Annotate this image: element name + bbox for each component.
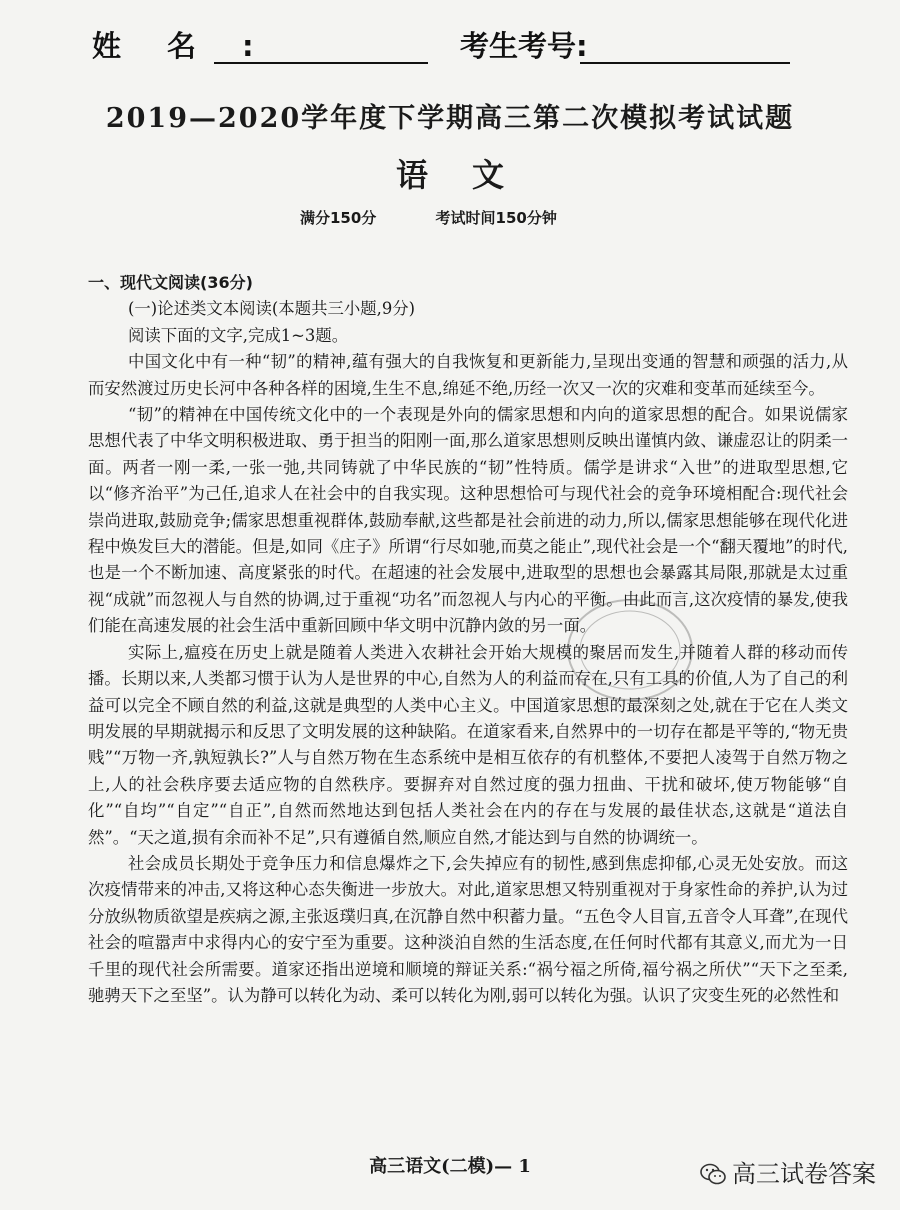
passage-paragraph: 实际上,瘟疫在历史上就是随着人类进入农耕社会开始大规模的聚居而发生,并随着人群的移动而传播。长期以来,人类都习惯于认为人是世界的中心,自然为人的利益而存在,只有工具的价值,人为了自己的利益可以完全不顾自然的利益,这就是典型的人类中心主义。中国道家思想的最深刻之处,就在于它在人类文明发展的早期就揭示和反思了文明发展的这种缺陷。在道家看来,自然界中的一切存在都是平等的,“物无贵贱”“万物一齐,孰短孰长?”人与自然万物在生态系统中是相互依存的有机整体,不要把人凌驾于自然万物之上,人的社会秩序要去适应物的自然秩序。要摒弃对自然过度的强力扭曲、干扰和破坏,使万物能够“自化”“自均”“自定”“自正”,自然而然地达到包括人类社会在内的存在与发展的最佳状态,这就是“道法自然”。“天之道,损有余而补不足”,只有遵循自然,顺应自然,才能达到与自然的协调统一。 (88, 642, 848, 847)
name-label: 姓名: (92, 29, 300, 63)
section-heading: 一、现代文阅读(36分) (88, 273, 253, 292)
passage-paragraph: 中国文化中有一种“韧”的精神,蕴有强大的自我恢复和更新能力,呈现出变通的智慧和顽强的活力,从而安然渡过历史长河中各种各样的困境,生生不息,绵延不绝,历经一次又一次的灾难和变革而延续至今。 (88, 352, 848, 398)
exam-id-label: 考生考号: (460, 29, 588, 63)
stamp-seal-icon (560, 590, 700, 710)
section-subheading: (一)论述类文本阅读(本题共三小题,9分) (128, 299, 416, 319)
wechat-icon (700, 1163, 726, 1185)
candidate-info-row (92, 24, 840, 68)
exam-info (300, 207, 557, 228)
name-input-line[interactable] (214, 62, 428, 64)
reading-section (88, 270, 848, 1009)
page-footer: 高三语文(二模)— 1 (369, 1156, 531, 1177)
exam-title: 2019—2020学年度下学期高三第二次模拟考试试题 (105, 103, 795, 134)
watermark (700, 1154, 876, 1189)
exam-duration: 考试时间150分钟 (435, 209, 557, 227)
full-score: 满分150分 (300, 209, 377, 227)
passage-paragraph: 社会成员长期处于竞争压力和信息爆炸之下,会失掉应有的韧性,感到焦虑抑郁,心灵无处安放。而这次疫情带来的冲击,又将这种心态失衡进一步放大。对此,道家思想又特别重视对于身家性命的养护,认为过分放纵物质欲望是疾病之源,主张返璞归真,在沉静自然中积蓄力量。“五色令人目盲,五音令人耳聋”,在现代社会的喧嚣声中求得内心的安宁至为重要。这种淡泊自然的生活态度,在任何时代都有其意义,而尤为一日千里的现代社会所需要。道家还指出逆境和顺境的辩证关系:“祸兮福之所倚,福兮祸之所伏”“天下之至柔,驰骋天下之至坚”。认为静可以转化为动、柔可以转化为刚,弱可以转化为强。认识了灾变生死的必然性和 (88, 853, 848, 1005)
passage-paragraph: “韧”的精神在中国传统文化中的一个表现是外向的儒家思想和内向的道家思想的配合。如果说儒家思想代表了中华文明积极进取、勇于担当的阳刚一面,那么道家思想则反映出谨慎内敛、谦虚忍让的阴柔一面。两者一刚一柔,一张一弛,共同铸就了中华民族的“韧”性特质。儒学是讲求“入世”的进取型思想,它以“修齐治平”为己任,追求人在社会中的自我实现。这种思想恰可与现代社会的竞争环境相配合:现代社会崇尚进取,鼓励竞争;儒家思想重视群体,鼓励奉献,这些都是社会前进的动力,所以,儒家思想能够在现代化进程中焕发巨大的潜能。但是,如同《庄子》所谓“行尽如驰,而莫之能止”,现代社会是一个“翻天覆地”的时代,也是一个不断加速、高度紧张的时代。在超速的社会发展中,进取型的思想也会暴露其局限,那就是太过重视“成就”而忽视人与自然的协调,过于重视“功名”而忽视人与内心的平衡。由此而言,这次疫情的暴发,使我们能在高速发展的社会生活中重新回顾中华文明中沉静内敛的另一面。 (88, 405, 848, 636)
exam-id-input-line[interactable] (580, 62, 790, 64)
subject-title: 语文 (395, 156, 548, 194)
section-instruction: 阅读下面的文字,完成1~3题。 (128, 325, 349, 345)
name-field-label (92, 24, 300, 65)
watermark-text: 高三试卷答案 (732, 1160, 876, 1188)
